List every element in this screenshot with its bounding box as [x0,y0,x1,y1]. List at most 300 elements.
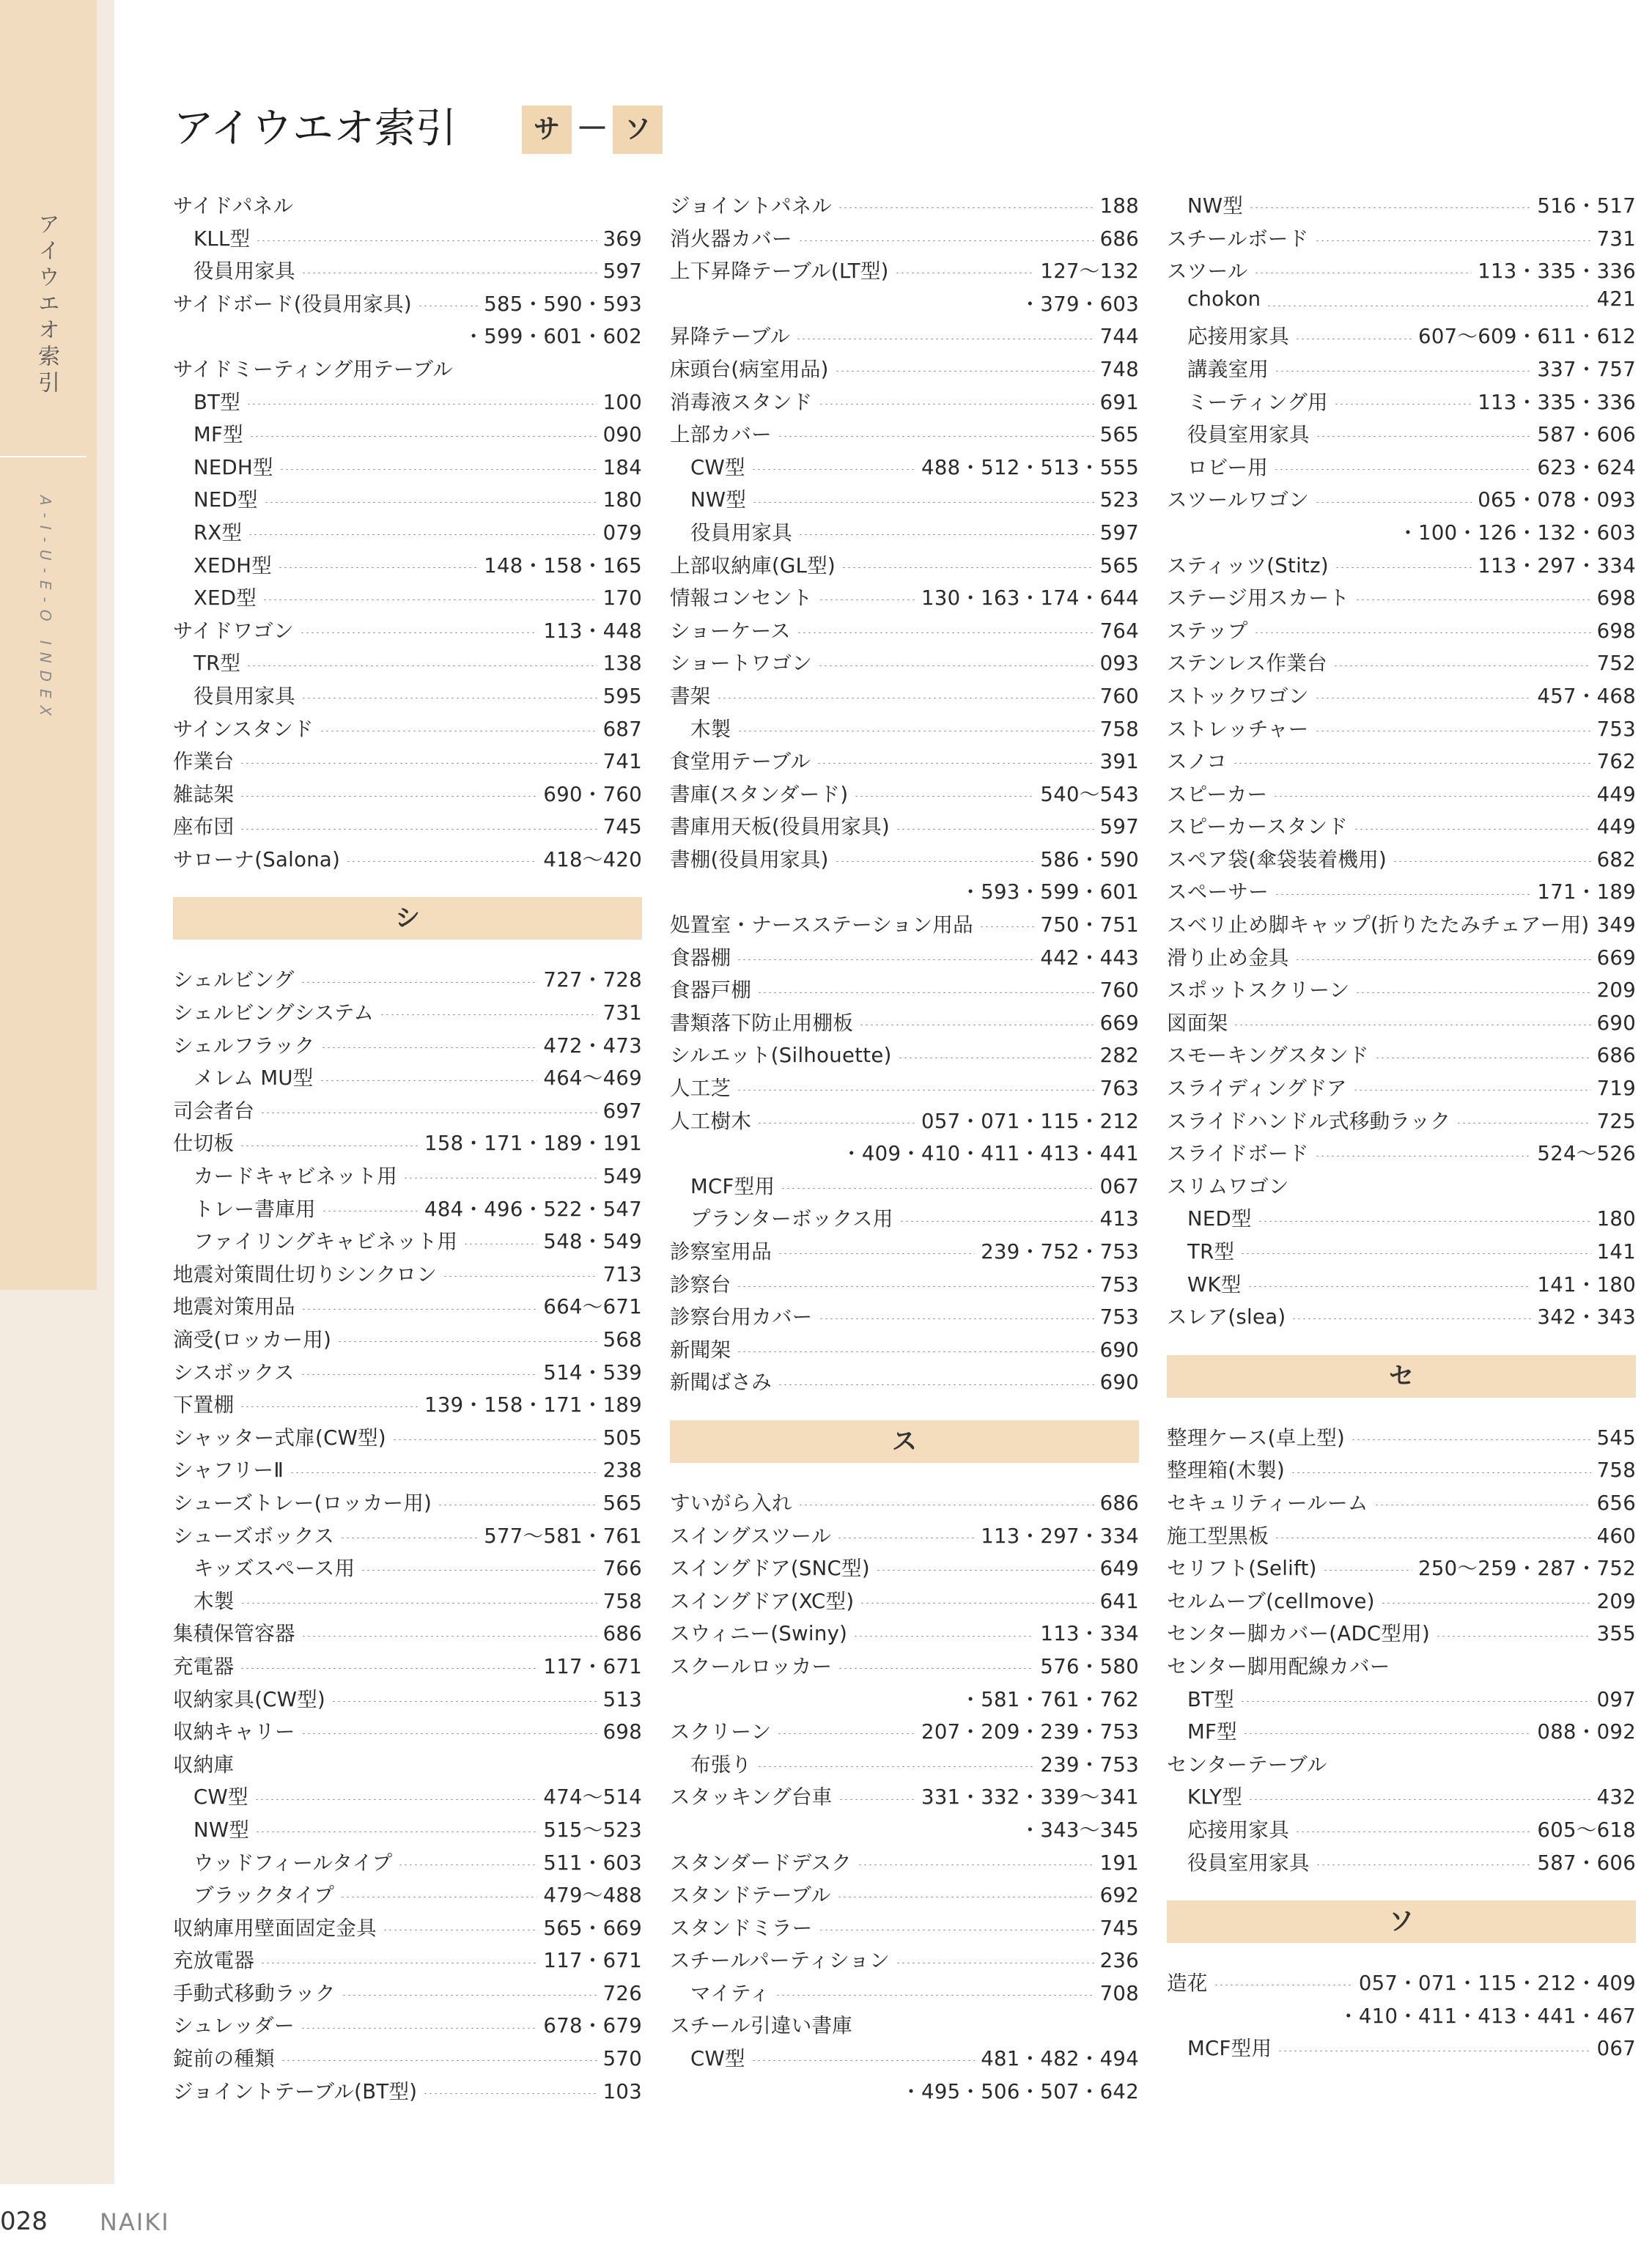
entry-pages[interactable]: 568 [602,1328,642,1351]
entry-name: プランターボックス用 [690,1207,893,1231]
entry-pages[interactable]: 209 [1596,978,1636,1003]
entry-pages[interactable]: 690 [1596,1011,1636,1035]
entry-pages[interactable]: ・343～345 [1019,1818,1139,1842]
entry-name: ブラックタイプ [193,1884,335,1908]
leader-dots [403,1177,597,1179]
entry-pages[interactable]: 753 [1099,1272,1139,1296]
entry-pages[interactable]: 686 [1099,1491,1139,1515]
entry-pages[interactable]: 565 [1099,423,1139,447]
entry-pages[interactable]: 758 [1099,717,1139,741]
entry-pages[interactable]: 391 [1099,750,1139,774]
index-entry [1167,614,1636,647]
entry-pages[interactable]: 523 [1099,488,1139,512]
index-entry [173,1977,642,2010]
entry-pages[interactable]: 460 [1596,1524,1636,1548]
entry-pages[interactable]: 623・624 [1537,455,1636,479]
entry-pages[interactable]: 113・335・336 [1478,390,1636,414]
leader-dots [281,2059,597,2061]
entry-pages[interactable]: 763 [1099,1077,1139,1101]
index-subentry [1167,418,1636,451]
entry-pages[interactable]: 565 [602,1491,642,1515]
entry-name: 錠前の種類 [173,2047,275,2071]
entry-name: スモーキングスタンド [1167,1044,1369,1068]
index-entry [670,1333,1139,1366]
entry-pages[interactable]: 421 [1596,287,1636,311]
entry-name: ミーティング用 [1187,390,1328,414]
leader-dots [342,1994,597,1996]
index-entry [1167,1617,1636,1650]
entry-pages[interactable]: 750・751 [1040,913,1139,937]
entry-pages[interactable]: ・495・506・507・642 [901,2079,1139,2103]
index-subentry [173,679,642,712]
entry-pages[interactable]: 349 [1596,913,1636,937]
entry-pages[interactable]: 250～259・287・752 [1418,1557,1636,1581]
index-entry [173,1748,642,1781]
entry-pages[interactable]: 726 [602,1981,642,2005]
entry-pages[interactable]: 587・606 [1537,1851,1636,1875]
entry-pages[interactable]: 413 [1099,1207,1139,1231]
entry-pages[interactable]: 597 [602,259,642,284]
index-entry-continuation [670,1813,1139,1846]
entry-pages[interactable]: 760 [1099,978,1139,1003]
entry-pages[interactable]: 649 [1099,1557,1139,1581]
entry-pages[interactable]: 576・580 [1040,1654,1139,1678]
entry-pages[interactable]: ・100・126・132・603 [1398,520,1636,545]
index-subentry [173,1061,642,1094]
entry-pages[interactable]: 692 [1099,1884,1139,1908]
entry-pages[interactable]: 745 [602,815,642,839]
leader-dots [301,1308,538,1310]
entry-pages[interactable]: 719 [1596,1077,1636,1101]
index-entry [1167,1170,1636,1203]
leader-dots [896,828,1094,830]
entry-pages[interactable]: 691 [1099,390,1139,414]
entry-pages[interactable]: 597 [1099,520,1139,545]
entry-pages[interactable]: 057・071・115・212 [921,1109,1139,1133]
leader-dots [264,501,597,503]
entry-pages[interactable]: ・581・761・762 [960,1687,1139,1711]
leader-dots [240,795,537,797]
entry-pages[interactable]: 698 [1596,619,1636,643]
leader-dots [1295,1831,1531,1832]
entry-pages[interactable]: 180 [1596,1207,1636,1231]
entry-pages[interactable]: 449 [1596,782,1636,806]
index-subentry [1167,1715,1636,1748]
entry-pages[interactable]: 511・603 [543,1851,642,1875]
entry-pages[interactable]: 171・189 [1537,880,1636,904]
entry-pages[interactable]: 686 [1099,226,1139,251]
index-entry [670,1006,1139,1039]
leader-dots [1374,1504,1591,1505]
leader-dots [1233,762,1591,764]
leader-dots [1315,730,1591,731]
entry-pages[interactable]: 764 [1099,619,1139,643]
entry-pages[interactable]: 664～671 [543,1295,642,1319]
entry-name: 書棚(役員用家具) [670,847,829,871]
entry-pages[interactable]: 725 [1596,1109,1636,1133]
entry-pages[interactable]: 577～581・761 [484,1524,642,1548]
leader-dots [1316,435,1532,437]
index-entry [1167,1650,1636,1683]
entry-pages[interactable]: 516・517 [1537,194,1636,218]
entry-pages[interactable]: 698 [1596,586,1636,611]
leader-dots [838,1799,915,1800]
entry-pages[interactable]: 713 [602,1262,642,1286]
entry-pages[interactable]: 585・590・593 [484,292,642,316]
entry-pages[interactable]: 464～469 [543,1066,642,1091]
entry-name: 書架 [670,684,711,708]
entry-name: 診察室用品 [670,1240,772,1264]
index-entry [670,1715,1139,1748]
entry-pages[interactable]: 570 [602,2047,642,2071]
entry-pages[interactable]: 449 [1596,815,1636,839]
index-entry [670,1585,1139,1618]
leader-dots [423,2092,597,2094]
page-title: アイウエオ索引 [173,105,457,152]
entry-pages[interactable]: 474～514 [543,1785,642,1810]
index-subentry [1167,1846,1636,1879]
index-subentry [670,1977,1139,2010]
index-entry [1167,222,1636,255]
entry-name: シュレッダー [173,2014,295,2038]
leader-dots [854,795,1034,797]
entry-name: スクールロッカー [670,1654,833,1678]
entry-name: ステージ用スカート [1167,586,1350,611]
entry-pages[interactable]: 641 [1099,1589,1139,1613]
entry-pages[interactable]: 597 [1099,815,1139,839]
entry-name: スタンドミラー [670,1916,813,1940]
entry-pages[interactable]: 472・473 [543,1033,642,1058]
entry-pages[interactable]: 209 [1596,1589,1636,1613]
entry-pages[interactable]: 514・539 [543,1360,642,1384]
brand-name: NAIKI [100,2208,170,2236]
entry-name: セリフト(Selift) [1167,1557,1317,1581]
entry-pages[interactable]: 170 [602,586,642,611]
leader-dots [1295,959,1591,960]
entry-pages[interactable]: 097 [1596,1687,1636,1711]
index-entry [173,614,642,647]
entry-pages[interactable]: 207・209・239・753 [921,1720,1139,1744]
index-entry [670,353,1139,386]
entry-pages[interactable]: 184 [602,455,642,479]
entry-pages[interactable]: 548・549 [543,1230,642,1254]
entry-pages[interactable]: 698 [602,1720,642,1744]
entry-pages[interactable]: 067 [1099,1174,1139,1198]
index-entry [670,1104,1139,1137]
leader-dots [278,567,478,568]
index-entry [670,1650,1139,1683]
entry-name: ステンレス作業台 [1167,652,1327,676]
index-entry [173,1617,642,1650]
entry-pages[interactable]: 686 [1596,1044,1636,1068]
entry-pages[interactable]: 113・448 [543,619,642,643]
entry-pages[interactable]: 524～526 [1537,1142,1636,1166]
entry-pages[interactable]: 057・071・115・212・409 [1358,1971,1636,1996]
entry-pages[interactable]: 515～523 [543,1818,642,1842]
entry-pages[interactable]: 239・753 [1040,1752,1139,1777]
entry-pages[interactable]: 565・669 [543,1916,642,1940]
leader-dots [1291,1472,1591,1473]
entry-pages[interactable]: 355 [1596,1622,1636,1646]
entry-pages[interactable]: 141 [1596,1240,1636,1264]
entry-pages[interactable]: 191 [1099,1851,1139,1875]
entry-pages[interactable]: 127～132 [1040,259,1139,284]
entry-pages[interactable]: ・409・410・411・413・441 [841,1142,1139,1166]
entry-name: トレー書庫用 [193,1197,316,1221]
leader-dots [1275,893,1531,895]
index-entry-continuation [1167,1999,1636,2032]
entry-name: 応接用家具 [1187,325,1289,349]
entry-name: シェルビングシステム [173,1001,375,1025]
entry-pages[interactable]: 418～420 [543,847,642,871]
entry-pages[interactable]: 753 [1099,1305,1139,1329]
entry-pages[interactable]: 479～488 [543,1884,642,1908]
leader-dots [819,1318,1094,1319]
entry-pages[interactable]: 762 [1596,750,1636,774]
leader-dots [301,697,597,698]
entry-pages[interactable]: 481・482・494 [981,2047,1139,2071]
entry-name: 集積保管容器 [173,1622,295,1646]
leader-dots [301,1635,597,1637]
entry-pages[interactable]: 687 [602,717,642,741]
entry-pages[interactable]: 745 [1099,1916,1139,1940]
leader-dots [301,272,597,273]
entry-pages[interactable]: 117・671 [543,1949,642,1973]
entry-name: 座布団 [173,815,235,839]
index-entry-continuation [173,320,642,353]
entry-pages[interactable]: 752 [1596,652,1636,676]
entry-pages[interactable]: 545 [1596,1425,1636,1450]
leader-dots [1355,992,1590,993]
entry-name: 床頭台(病室用品) [670,357,829,381]
entry-pages[interactable]: 457・468 [1537,684,1636,708]
entry-pages[interactable]: 758 [1596,1458,1636,1483]
leader-dots [838,207,1094,208]
entry-pages[interactable]: 103 [602,2079,642,2103]
entry-pages[interactable]: 565 [1099,553,1139,578]
entry-name: スイングドア(XC型) [670,1589,855,1613]
index-entry [1167,1137,1636,1170]
index-entry [670,810,1139,843]
entry-pages[interactable]: 484・496・522・547 [424,1197,642,1221]
range-start-badge: サ [522,106,572,154]
page-number: 028 [0,2207,48,2236]
index-entry [173,1258,642,1291]
entry-pages[interactable]: 690 [1099,1338,1139,1362]
index-entry [173,1650,642,1683]
index-entry [173,1094,642,1127]
entry-pages[interactable]: 239・752・753 [981,1240,1139,1264]
entry-name: サイドボード(役員用家具) [173,292,412,316]
entry-name: ジョイントパネル [670,194,833,218]
entry-pages[interactable]: 766 [602,1557,642,1581]
entry-pages[interactable]: 180 [602,488,642,512]
entry-pages[interactable]: 432 [1596,1785,1636,1810]
entry-name: スベリ止め脚キャップ(折りたたみチェアー用) [1167,913,1590,937]
entry-pages[interactable]: 113・334 [1040,1622,1139,1646]
entry-pages[interactable]: 282 [1099,1044,1139,1068]
entry-pages[interactable]: 690 [1099,1371,1139,1395]
entry-pages[interactable]: 595 [602,684,642,708]
entry-pages[interactable]: ・410・411・413・441・467 [1338,2004,1636,2028]
leader-dots [254,1799,538,1800]
index-entry-continuation [1167,516,1636,549]
leader-dots [438,1504,597,1505]
entry-name: 上部収納庫(GL型) [670,553,836,578]
leader-dots [1315,501,1472,503]
leader-dots [248,534,597,535]
index-entry [670,222,1139,255]
entry-name: 新聞架 [670,1338,731,1362]
entry-pages[interactable]: 113・297・334 [1478,553,1636,578]
entry-pages[interactable]: 549 [602,1165,642,1189]
index-subentry [173,581,642,614]
entry-name: 収納キャリー [173,1720,295,1744]
leader-dots [1277,2050,1590,2051]
leader-dots [1355,599,1591,600]
entry-name: シャッター式扉(CW型) [173,1425,386,1450]
entry-pages[interactable]: 088・092 [1537,1720,1636,1744]
entry-pages[interactable]: 753 [1596,717,1636,741]
entry-pages[interactable]: ・379・603 [1019,292,1139,316]
entry-pages[interactable]: 342・343 [1537,1305,1636,1329]
entry-name: シェルビング [173,968,295,992]
entry-pages[interactable]: 113・335・336 [1478,259,1636,284]
entry-pages[interactable]: 708 [1099,1981,1139,2005]
entry-pages[interactable]: 331・332・339～341 [921,1785,1139,1810]
entry-name: 役員室用家具 [1187,1851,1310,1875]
entry-name: スイングスツール [670,1524,832,1548]
entry-pages[interactable]: ・593・599・601 [960,880,1139,904]
entry-name: BT型 [193,390,241,414]
entry-name: 司会者台 [173,1099,255,1123]
index-subentry [670,483,1139,516]
entry-name: 消火器カバー [670,226,792,251]
leader-dots [240,1602,597,1604]
index-subentry [173,1192,642,1225]
entry-pages[interactable]: 090 [602,423,642,447]
leader-dots [279,468,597,470]
entry-pages[interactable]: 505 [602,1425,642,1450]
index-subentry [1167,287,1636,320]
leader-dots [240,1406,418,1407]
leader-dots [837,1537,975,1538]
index-entry [173,1911,642,1944]
entry-pages[interactable]: 586・590 [1040,847,1139,871]
index-entry [173,2075,642,2108]
entry-pages[interactable]: 093 [1099,652,1139,676]
index-entry [1167,810,1636,843]
index-subentry [1167,320,1636,353]
entry-pages[interactable]: 607～609・611・612 [1418,325,1636,349]
entry-pages[interactable]: 067 [1596,2037,1636,2061]
entry-pages[interactable]: 130・163・174・644 [921,586,1139,611]
entry-pages[interactable]: 741 [602,750,642,774]
entry-pages[interactable]: 148・158・165 [484,553,642,578]
entry-pages[interactable]: 369 [602,226,642,251]
entry-name: 整理箱(木製) [1167,1458,1286,1483]
entry-pages[interactable]: 540～543 [1040,782,1139,806]
entry-pages[interactable]: 065・078・093 [1478,488,1636,512]
entry-pages[interactable]: 488・512・513・555 [921,455,1139,479]
entry-pages[interactable]: 100 [602,390,642,414]
entry-name: ステップ [1167,619,1248,643]
entry-name: 昇降テーブル [670,325,791,349]
entry-pages[interactable]: ・599・601・602 [463,325,642,349]
index-entry [173,1453,642,1486]
entry-pages[interactable]: 656 [1596,1491,1636,1515]
entry-pages[interactable]: 731 [1596,226,1636,251]
leader-dots [300,2027,537,2029]
index-entry [1167,1453,1636,1486]
index-entry [670,973,1139,1006]
entry-pages[interactable]: 760 [1099,684,1139,708]
entry-pages[interactable]: 587・606 [1537,423,1636,447]
index-entry [1167,745,1636,778]
entry-name: TR型 [1187,1240,1235,1264]
entry-pages[interactable]: 744 [1099,325,1139,349]
entry-pages[interactable]: 158・171・189・191 [424,1132,642,1156]
entry-name: 布張り [690,1752,752,1777]
entry-pages[interactable]: 697 [602,1099,642,1123]
index-subentry [173,222,642,255]
entry-pages[interactable]: 513 [602,1687,642,1711]
index-entry [670,189,1139,222]
entry-pages[interactable]: 442・443 [1040,945,1139,970]
index-entry [1167,973,1636,1006]
entry-pages[interactable]: 238 [602,1458,642,1483]
entry-pages[interactable]: 682 [1596,847,1636,871]
index-entry [1167,1300,1636,1333]
entry-name: 食器棚 [670,945,731,970]
index-entry [670,843,1139,876]
leader-dots [1214,1984,1353,1985]
entry-pages[interactable]: 669 [1596,945,1636,970]
entry-pages[interactable]: 236 [1099,1949,1139,1973]
entry-pages[interactable]: 731 [602,1001,642,1025]
entry-pages[interactable]: 141・180 [1537,1272,1636,1296]
entry-pages[interactable]: 727・728 [543,968,642,992]
entry-pages[interactable]: 117・671 [543,1654,642,1678]
entry-pages[interactable]: 113・297・334 [981,1524,1139,1548]
entry-pages[interactable]: 758 [602,1589,642,1613]
entry-name: ジョイントテーブル(BT型) [173,2079,418,2103]
entry-name: 役員室用家具 [1187,423,1310,447]
leader-dots [1351,1439,1591,1440]
entry-pages[interactable]: 139・158・171・189 [424,1393,642,1417]
entry-pages[interactable]: 605～618 [1537,1818,1636,1842]
entry-pages[interactable]: 079 [602,520,642,545]
entry-pages[interactable]: 669 [1099,1011,1139,1035]
leader-dots [322,1210,418,1211]
entry-pages[interactable]: 188 [1099,194,1139,218]
entry-name: スピーカー [1167,782,1268,806]
index-entry [670,614,1139,647]
index-entry [173,189,642,222]
entry-pages[interactable]: 138 [602,652,642,676]
leader-dots [837,1896,1094,1897]
entry-pages[interactable]: 678・679 [543,2014,642,2038]
entry-name: 書類落下防止用棚板 [670,1011,854,1035]
leader-dots [757,992,1094,993]
index-subentry [173,516,642,549]
entry-pages[interactable]: 748 [1099,357,1139,381]
entry-pages[interactable]: 337・757 [1537,357,1636,381]
entry-name: 充放電器 [173,1949,255,1973]
entry-pages[interactable]: 686 [602,1622,642,1646]
entry-pages[interactable]: 690・760 [543,782,642,806]
index-entry [670,1552,1139,1585]
